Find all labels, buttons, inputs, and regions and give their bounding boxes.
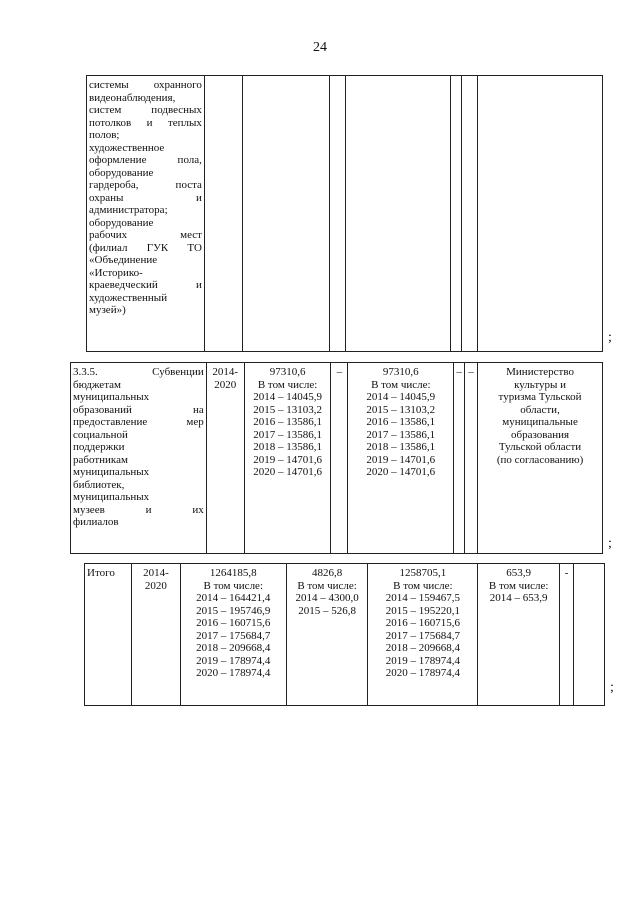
text-line: 2019 – 14701,6 (366, 453, 436, 466)
text-line: 2014 – 159467,5 (385, 592, 460, 604)
text-line: оборудование (89, 166, 154, 179)
text-line: Министерство (506, 366, 574, 378)
text-line: муниципальных (73, 466, 150, 478)
period-cell (204, 76, 242, 352)
text-line: 2018 – 13586,1 (253, 441, 322, 453)
text-line: 2014 – 164421,4 (196, 592, 271, 604)
federal-cell: – (331, 363, 348, 554)
period-cell: 2014-2020 (206, 363, 244, 554)
local-value: 653,9 (506, 567, 532, 579)
table-continuation (86, 75, 603, 352)
text-line: краеведческий и (89, 279, 202, 291)
extra-cell: – (465, 363, 478, 554)
text-line: Тульской области (498, 441, 582, 453)
federal-value: 4826,8 (311, 567, 343, 579)
table-row-subsidies (70, 362, 603, 554)
text-line: В том числе: (371, 378, 431, 391)
federal-cell (329, 76, 345, 352)
text-line: 2020 – 14701,6 (253, 466, 322, 478)
text-line: 2014 – 14045,9 (253, 391, 322, 403)
text-line: 2016 – 13586,1 (366, 416, 436, 428)
text-line: социальной (73, 428, 128, 441)
text-line: муниципальные (502, 416, 578, 428)
regional-cell (348, 363, 454, 554)
text-line: музей») (89, 304, 126, 316)
text-line: 2017 – 13586,1 (366, 428, 436, 441)
text-line: 2017 – 175684,7 (385, 629, 460, 642)
executor-cell (574, 564, 605, 706)
total-cell (180, 564, 286, 706)
text-line: «Историко- (89, 266, 143, 279)
text-line: 2019 – 14701,6 (253, 453, 322, 466)
row-end-semicolon: ; (608, 536, 612, 551)
text-line: образований на (73, 403, 204, 416)
text-line: муниципальных (73, 491, 150, 503)
text-line: 2017 – 175684,7 (196, 629, 271, 642)
text-line: систем подвесных (89, 104, 202, 116)
row-end-semicolon: ; (608, 330, 612, 345)
text-line: 2016 – 160715,6 (385, 617, 460, 629)
text-line: 2016 – 13586,1 (253, 416, 322, 428)
text-line: оборудование (89, 216, 154, 229)
text-line: 2017 – 13586,1 (253, 428, 322, 441)
text-line: 2015 – 13103,2 (366, 403, 436, 416)
text-line: 3.3.5. Субвенции (73, 366, 204, 378)
text-line: 2019 – 178974,4 (385, 654, 460, 667)
text-line: В том числе: (488, 579, 549, 592)
local-cell (451, 76, 462, 352)
extra-cell (462, 76, 478, 352)
text-line: работникам (73, 453, 128, 466)
page-number: 24 (313, 40, 327, 55)
text-line: рабочих мест (89, 229, 202, 241)
text-line: «Объединение (89, 254, 158, 266)
text-line: 2015 – 526,8 (298, 604, 356, 617)
text-line: 2020 – 178974,4 (385, 667, 460, 679)
text-line: видеонаблюдения, (89, 91, 176, 104)
local-cell: – (454, 363, 465, 554)
text-line: 2014 – 14045,9 (366, 391, 436, 403)
text-line: художественный (89, 291, 168, 304)
table-row-total (84, 563, 605, 706)
text-line: предоставление мер (73, 416, 204, 428)
executor-cell (478, 363, 603, 554)
text-line: поддержки (73, 441, 125, 453)
text-line: музеев и их (73, 503, 204, 516)
period-cell: 2014-2020 (131, 564, 180, 706)
text-line: (по согласованию) (496, 453, 584, 466)
text-line: (филиал ГУК ТО (89, 241, 202, 254)
text-line: В том числе: (393, 579, 453, 592)
text-line: 2018 – 209668,4 (385, 642, 460, 654)
text-line: полов; (89, 129, 120, 141)
text-line: бюджетам (73, 378, 121, 391)
federal-cell (286, 564, 368, 706)
text-line: 2015 – 195746,9 (196, 604, 271, 617)
text-line: 2015 – 195220,1 (385, 604, 460, 617)
executor-cell (478, 76, 603, 352)
measure-description-cell (87, 76, 205, 352)
text-line: библиотек, (73, 478, 125, 491)
text-line: системы охранного (89, 79, 202, 91)
text-line: 2014 – 4300,0 (295, 592, 359, 604)
text-line: 2020 – 178974,4 (196, 667, 271, 679)
text-line: 2016 – 160715,6 (196, 617, 271, 629)
text-line: гардероба, поста (89, 179, 202, 191)
total-value: 97310,6 (269, 366, 306, 378)
text-line: культуры и (514, 378, 567, 391)
text-line: администратора; (89, 204, 168, 216)
text-line: 2015 – 13103,2 (253, 403, 322, 416)
text-line: В том числе: (257, 378, 318, 391)
text-line: В том числе: (203, 579, 263, 592)
text-line: 2014 – 653,9 (489, 592, 548, 604)
text-line: потолков и теплых (89, 116, 202, 129)
row-end-semicolon: ; (610, 680, 614, 695)
extra-cell: - (560, 564, 574, 706)
text-line: оформление пола, (89, 154, 202, 166)
text-line: охраны и (89, 191, 202, 204)
total-cell (244, 363, 331, 554)
text-line: 2019 – 178974,4 (196, 654, 271, 667)
regional-cell (368, 564, 478, 706)
text-line: области, (520, 403, 560, 416)
text-line: образования (511, 428, 570, 441)
regional-value: 1258705,1 (399, 567, 447, 579)
text-line: туризма Тульской (498, 391, 582, 403)
text-line: 2020 – 14701,6 (366, 466, 436, 478)
regional-cell (345, 76, 451, 352)
measure-description-cell (71, 363, 207, 554)
text-line: филиалов (73, 516, 119, 528)
text-line: муниципальных (73, 391, 150, 403)
total-label-cell: Итого (85, 564, 132, 706)
total-value: 1264185,8 (209, 567, 257, 579)
total-cell (242, 76, 329, 352)
text-line: художественное (89, 141, 165, 154)
text-line: 2018 – 209668,4 (196, 642, 271, 654)
text-line: 2018 – 13586,1 (366, 441, 436, 453)
text-line: В том числе: (297, 579, 357, 592)
local-cell (478, 564, 560, 706)
regional-value: 97310,6 (382, 366, 419, 378)
